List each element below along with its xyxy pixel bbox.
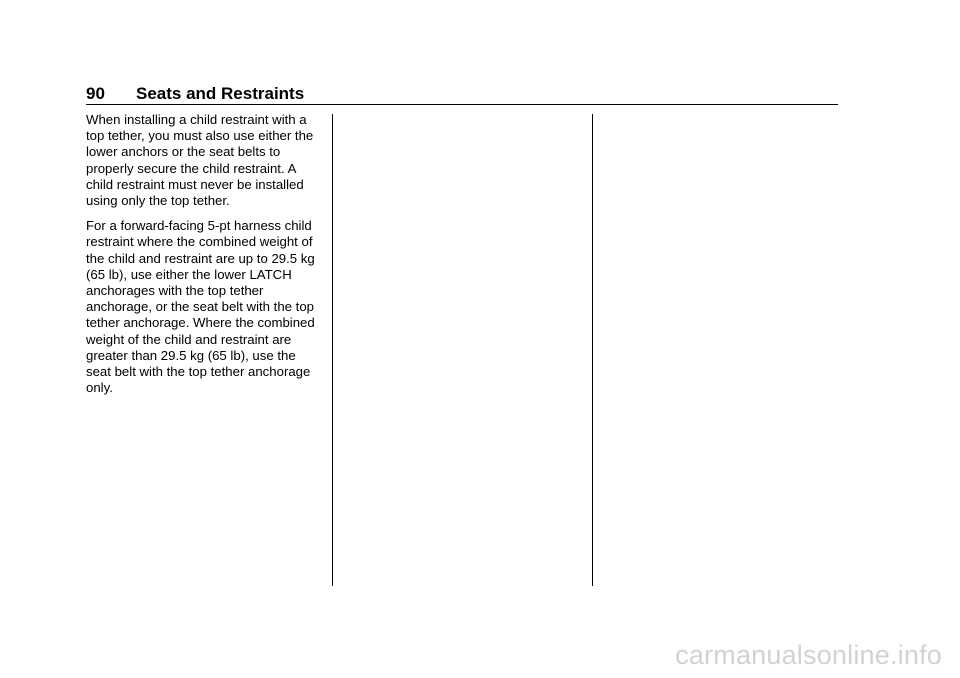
- column-divider-left: [332, 114, 333, 586]
- section-title: Seats and Restraints: [136, 84, 305, 103]
- watermark: carmanualsonline.info: [675, 640, 942, 670]
- text-column-left: [86, 112, 322, 405]
- paragraph-forward-facing-harness: For a forward-facing 5-pt harness child restraint where the combined weight of the child and restraint are up to 29.5 kg (65 lb), use either the lower LATCH anchorages with the top tether anchorage, or the seat belt with the top tether anchorage. Where the combined weight of the child and restraint are greater than 29.5 kg (65 lb), use the seat belt with the top tether anchorage only.: [86, 218, 315, 396]
- page-header: [86, 82, 838, 105]
- paragraph-tether-installation: When installing a child restraint with a top tether, you must also use either the lower anchors or the seat belts to properly secure the child restraint. A child restraint must never be installed using only the top tether.: [86, 112, 314, 209]
- column-divider-right: [592, 114, 593, 586]
- page-number: 90: [86, 84, 105, 103]
